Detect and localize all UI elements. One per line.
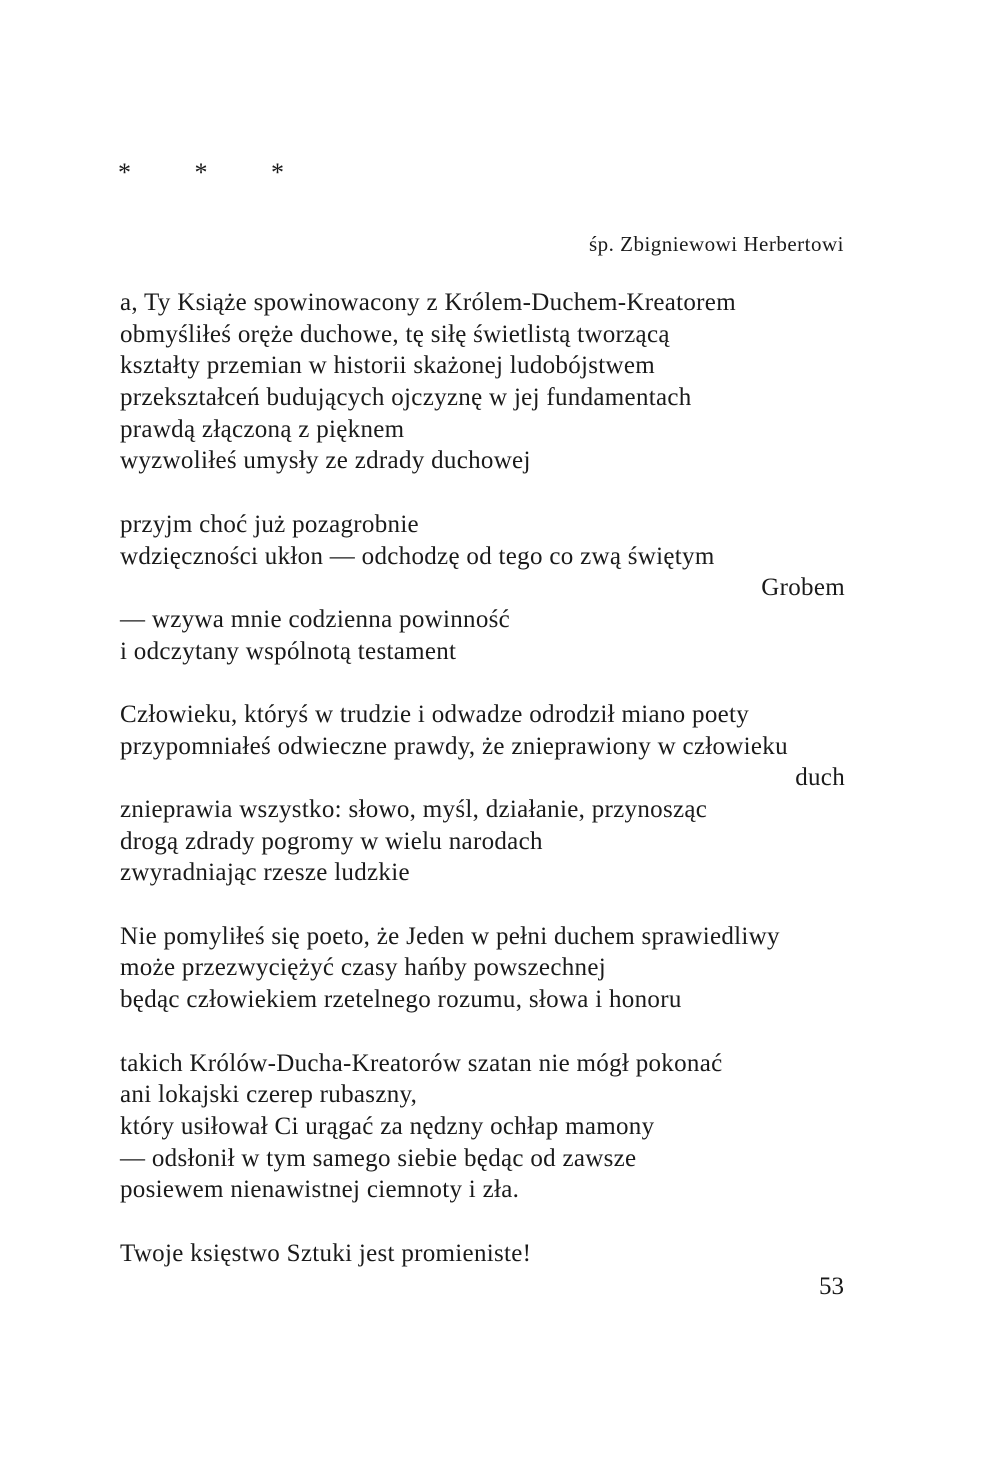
poem-line: i odczytany wspólnotą testament <box>120 637 457 665</box>
poem-line: posiewem nienawistnej ciemnoty i zła. <box>120 1176 520 1204</box>
poem-line: zwyradniając rzesze ludzkie <box>120 859 410 887</box>
poem-line: drogą zdrady pogromy w wielu narodach <box>120 827 543 855</box>
poem-line: Nie pomyliłeś się poeto, że Jeden w pełni duchem sprawiedliwy <box>120 922 780 950</box>
poem-line: takich Królów-Ducha-Kreatorów szatan nie mógł pokonać <box>120 1049 723 1077</box>
poem-line: ani lokajski czerep rubaszny, <box>120 1081 418 1109</box>
poem-line: Grobem <box>761 574 845 602</box>
poem-line: przyjm choć już pozagrobnie <box>120 510 419 538</box>
poem-line: wdzięczności ukłon — odchodzę od tego co zwą świętym <box>120 542 715 570</box>
poem-stanza <box>120 509 845 667</box>
poem-stanza <box>120 699 845 889</box>
dedication: śp. Zbigniewowi Herbertowi <box>588 232 844 256</box>
poem-line: duch <box>795 764 845 792</box>
poem-stanza <box>120 921 845 1016</box>
poem-line: przekształceń budujących ojczyznę w jej fundamentach <box>120 384 692 412</box>
poem-line: kształty przemian w historii skażonej ludobójstwem <box>120 352 656 380</box>
poem-line: Twoje księstwo Sztuki jest promieniste! <box>120 1239 532 1267</box>
poem-line: może przezwyciężyć czasy hańby powszechnej <box>120 954 606 982</box>
poem-body <box>120 287 845 1301</box>
poem-line: znieprawia wszystko: słowo, myśl, działanie, przynosząc <box>120 796 708 823</box>
poem-line: który usiłował Ci urągać za nędzny ochłap mamony <box>120 1112 655 1140</box>
poem-line: — odsłonił w tym samego siebie będąc od zawsze <box>120 1144 637 1172</box>
poem-stanza <box>120 1238 845 1270</box>
poem-line: a, Ty Książe spowinowacony z Królem-Duchem-Kreatorem <box>120 289 736 316</box>
poem-line: obmyśliłeś oręże duchowe, tę siłę świetlistą tworzącą <box>120 320 670 348</box>
poem-line: przypomniałeś odwieczne prawdy, że znieprawiony w człowieku <box>120 732 788 760</box>
section-asterisks: * * * <box>118 158 286 187</box>
poem-line: będąc człowiekiem rzetelnego rozumu, słowa i honoru <box>120 986 682 1014</box>
poem-line: prawdą złączoną z pięknem <box>120 415 405 443</box>
poem-line: — wzywa mnie codzienna powinność <box>120 605 511 633</box>
page-number: 53 <box>819 1273 844 1300</box>
poem-line: wyzwoliłeś umysły ze zdrady duchowej <box>120 447 531 475</box>
poem-line: Człowieku, któryś w trudzie i odwadze odrodził miano poety <box>120 700 750 728</box>
poem-stanza <box>120 287 845 477</box>
poem-stanza <box>120 1048 845 1206</box>
